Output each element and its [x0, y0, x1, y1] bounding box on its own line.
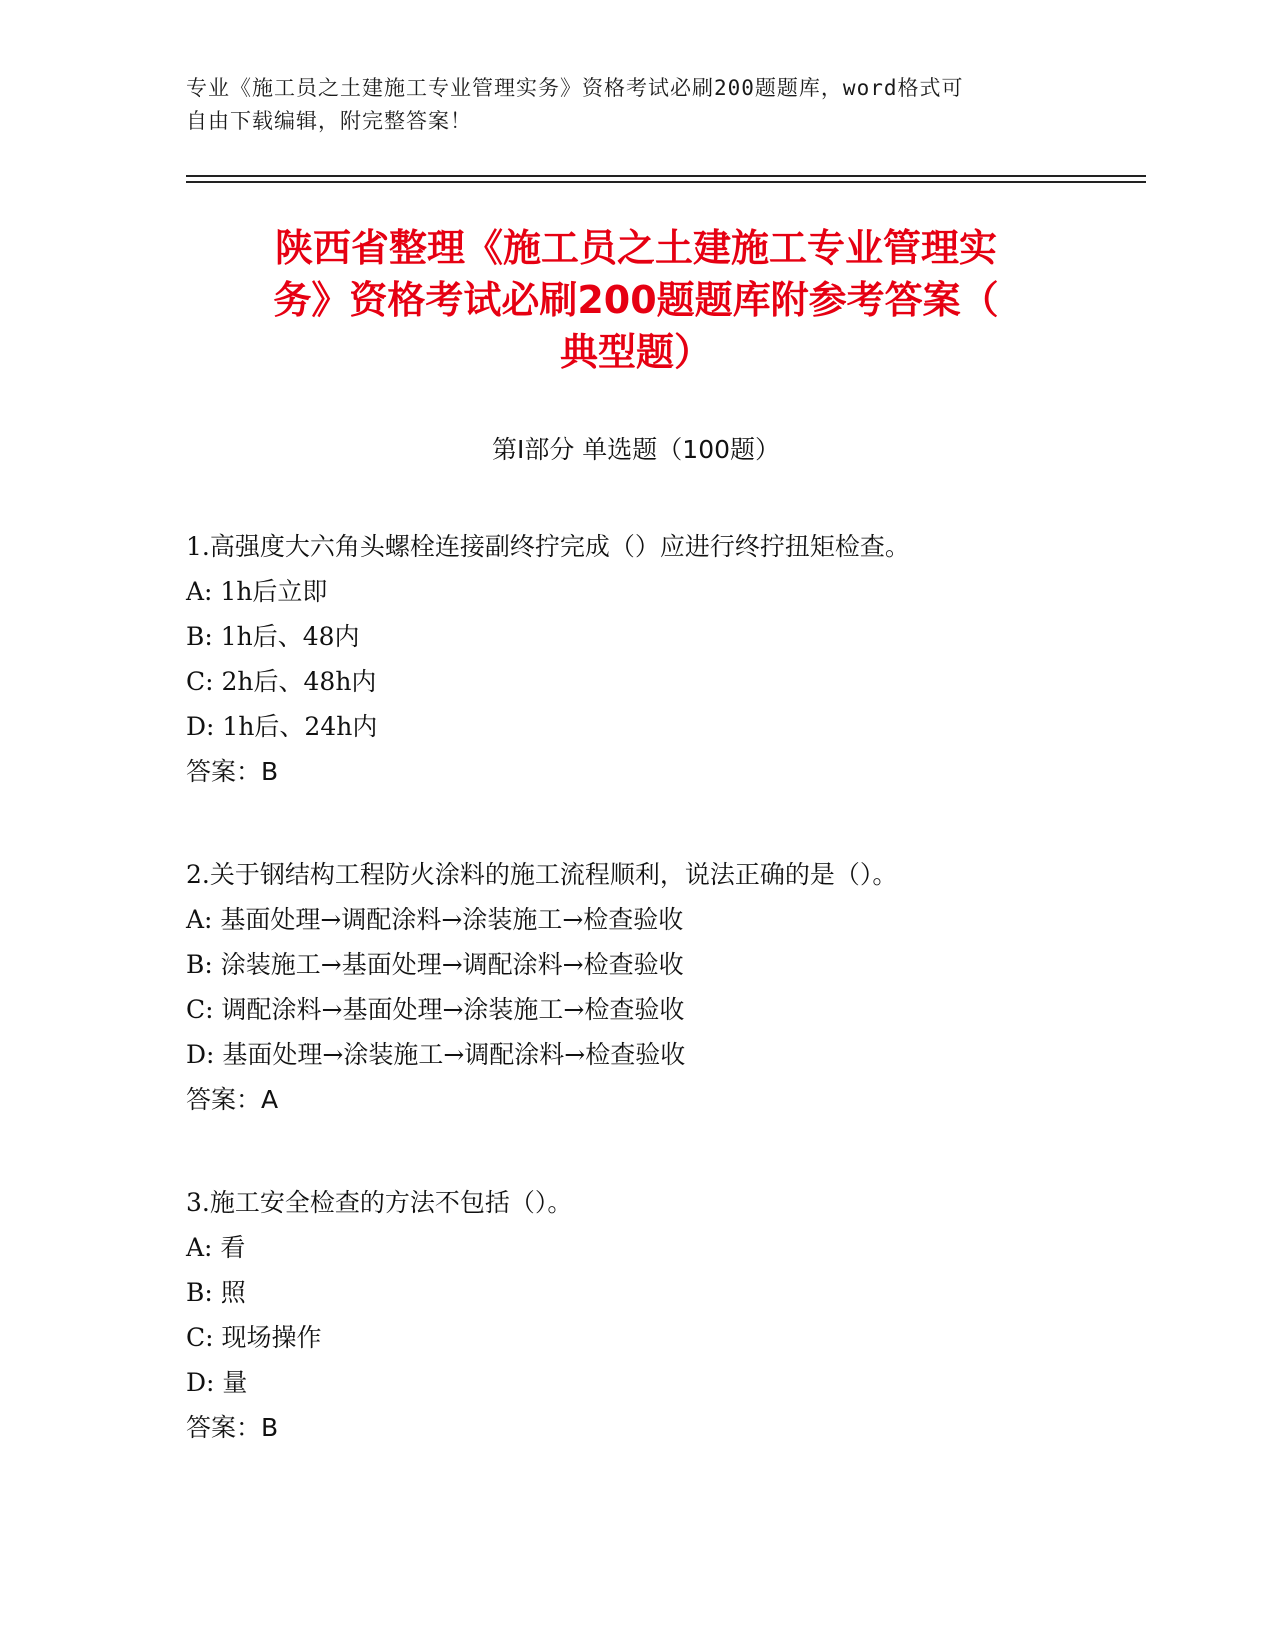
option-b: B: 涂装施工→基面处理→调配涂料→检查验收	[186, 950, 684, 979]
option-d: D: 量	[186, 1368, 248, 1397]
option-a: A: 基面处理→调配涂料→涂装施工→检查验收	[186, 905, 684, 934]
question-stem: 2.关于钢结构工程防火涂料的施工流程顺利，说法正确的是（）。	[186, 860, 898, 889]
section-title: 第Ⅰ部分 单选题（100题）	[491, 435, 781, 464]
question-stem: 3.施工安全检查的方法不包括（）。	[186, 1188, 573, 1217]
header-note	[186, 72, 1066, 138]
option-a: A: 看	[186, 1233, 246, 1262]
option-c: C: 2h后、48h内	[186, 667, 377, 696]
header-note-line-2: 自由下载编辑，附完整答案！	[186, 109, 472, 133]
header-divider-top	[186, 175, 1146, 177]
question-item-3	[186, 1180, 1146, 1450]
question-stem: 1.高强度大六角头螺栓连接副终拧完成（）应进行终拧扭矩检查。	[186, 532, 910, 561]
answer-label: 答案：A	[186, 1085, 279, 1114]
answer-label: 答案：B	[186, 757, 279, 786]
option-c: C: 调配涂料→基面处理→涂装施工→检查验收	[186, 995, 685, 1024]
option-c: C: 现场操作	[186, 1323, 322, 1352]
header-divider-bottom	[186, 181, 1146, 183]
header-note-line-1: 专业《施工员之土建施工专业管理实务》资格考试必刷200题题库，word格式可	[186, 76, 964, 100]
option-d: D: 基面处理→涂装施工→调配涂料→检查验收	[186, 1040, 686, 1069]
option-d: D: 1h后、24h内	[186, 712, 378, 741]
option-b: B: 1h后、48内	[186, 622, 360, 651]
option-a: A: 1h后立即	[186, 577, 328, 606]
answer-label: 答案：B	[186, 1413, 279, 1442]
document-title	[186, 222, 1086, 378]
option-b: B: 照	[186, 1278, 246, 1307]
question-item-2	[186, 852, 1146, 1122]
document-title-line-3: 典型题）	[559, 330, 712, 374]
question-list	[186, 524, 1146, 1508]
question-item-1	[186, 524, 1146, 794]
document-title-line-1: 陕西省整理《施工员之土建施工专业管理实	[274, 226, 997, 270]
document-title-line-2: 务》资格考试必刷200题题库附参考答案（	[273, 278, 999, 322]
